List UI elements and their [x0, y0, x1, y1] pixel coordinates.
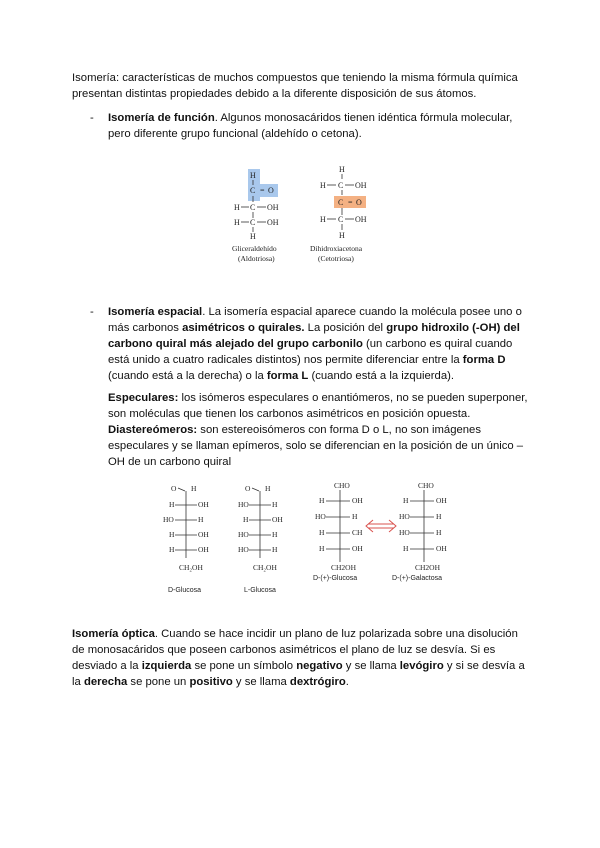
- espacial-text-3: (un carbono es quiral cuando está unido a cuatro radicales distintos) nos permite diferenciar entre la: [108, 338, 513, 366]
- dpgal-oh2: OH: [436, 496, 447, 505]
- dglu-h-top: H: [191, 484, 197, 493]
- dglu-h4: H: [169, 530, 175, 539]
- dpglu-ch2oh: CH2OH: [331, 563, 357, 572]
- intro-paragraph: Isomería: características de muchos compuestos que teniendo la misma fórmula química presentan distintas propiedades debido a la diferente disposición de sus átomos.: [72, 72, 518, 100]
- dpgal-h4: H: [436, 528, 442, 537]
- optica-paragraph: [72, 626, 532, 690]
- dglu-oh5: OH: [198, 545, 209, 554]
- optica-bold-4: derecha: [83, 676, 128, 688]
- d-plus-galactosa-label: D-(+)-Galactosa: [392, 575, 442, 582]
- dpgal-ch2oh: CH2OH: [415, 563, 441, 572]
- dglu-ho3: HO: [163, 515, 174, 524]
- d-glucosa-label: D-Glucosa: [168, 587, 202, 594]
- espacial-text-4: (cuando está a la derecha) o la: [108, 370, 267, 382]
- dglu-o: O: [171, 484, 177, 493]
- gly-oh3: OH: [267, 218, 279, 227]
- gly-h3: H: [234, 218, 240, 227]
- dpglu-ho3: HO: [315, 512, 326, 521]
- lglu-h2: H: [272, 500, 278, 509]
- dpgal-h3: H: [436, 512, 442, 521]
- dihidroxiacetona-name: Dihidroxiacetona: [310, 244, 363, 253]
- dha-c1: C: [338, 181, 344, 190]
- dha-dbl: =: [348, 198, 353, 207]
- dpgal-h5: H: [403, 544, 409, 553]
- gly-h-top: H: [250, 171, 256, 180]
- gly-h-bottom: H: [250, 232, 256, 241]
- l-glucosa-structure: [238, 484, 283, 572]
- optica-title: Isomería óptica: [72, 628, 155, 640]
- lglu-h3: H: [243, 515, 249, 524]
- dha-o: O: [356, 198, 362, 207]
- dha-c3: C: [338, 215, 344, 224]
- dha-h-bottom: H: [339, 231, 345, 240]
- double-arrow-icon: [366, 520, 396, 532]
- gly-c2: C: [250, 203, 256, 212]
- dpgal-ho4: HO: [399, 528, 410, 537]
- fischer-projections-figure: [0, 478, 600, 608]
- funcion-text: . Algunos monosacáridos tienen idéntica fórmula molecular, pero diferente grupo funcional (aldehído o cetona).: [108, 112, 513, 140]
- d-plus-glucosa-label: D-(+)-Glucosa: [313, 575, 358, 582]
- lglu-h-top: H: [265, 484, 271, 493]
- d-glucosa-structure: [163, 484, 209, 572]
- dha-oh1: OH: [355, 181, 367, 190]
- diastereomeros-title: Diastereómeros:: [108, 424, 198, 436]
- gly-c3: C: [250, 218, 256, 227]
- optica-bold-2: negativo: [296, 660, 343, 672]
- dha-c2: C: [338, 198, 344, 207]
- lglu-oh3: OH: [272, 515, 283, 524]
- dpgal-oh5: OH: [436, 544, 447, 553]
- optica-text-1: . Cuando se hace incidir un plano de luz polarizada sobre una disolución de monosacáridos que poseen carbonos asimétricos el plano de luz se desvía. Si es desviado a la: [72, 628, 518, 672]
- espacial-bold-4: forma L: [266, 370, 309, 382]
- espacial-title: Isomería espacial: [108, 306, 203, 318]
- optica-text-4: y si se desvía a la: [72, 660, 525, 688]
- espacial-paragraph: [108, 304, 528, 384]
- dpglu-oh4: CH: [352, 528, 363, 537]
- dglu-h3: H: [198, 515, 204, 524]
- optica-text-5: se pone un: [127, 676, 190, 688]
- optica-text-3: y se llama: [342, 660, 400, 672]
- gly-c1: C: [250, 186, 256, 195]
- funcion-paragraph: [108, 110, 528, 142]
- lglu-ch2oh: CH₂OH: [253, 563, 277, 572]
- espacial-bold-1: asimétricos o quirales.: [182, 322, 305, 334]
- dha-h3: H: [320, 215, 326, 224]
- gliceraldehido-type: (Aldotriosa): [238, 254, 275, 263]
- dpglu-cho: CHO: [334, 481, 350, 490]
- gly-oh2: OH: [267, 203, 279, 212]
- dpglu-oh5: OH: [352, 544, 363, 553]
- espacial-bold-3: forma D: [462, 354, 506, 366]
- dglu-h5: H: [169, 545, 175, 554]
- lglu-h5: H: [272, 545, 278, 554]
- dpglu-oh2: OH: [352, 496, 363, 505]
- lglu-ho4: HO: [238, 530, 249, 539]
- l-glucosa-label: L-Glucosa: [244, 587, 276, 594]
- dglu-oh4: OH: [198, 530, 209, 539]
- especulares-text: los isómeros especulares o enantiómeros, no se pueden superponer, son moléculas que tienen los carbonos asimétricos en posición opuesta.: [108, 392, 528, 420]
- dpgal-cho: CHO: [418, 481, 434, 490]
- dglu-ch2oh: CH₂OH: [179, 563, 203, 572]
- triose-structures-figure: [0, 160, 600, 280]
- espacial-text-5: (cuando está a la izquierda).: [308, 370, 455, 382]
- dpgal-ho3: HO: [399, 512, 410, 521]
- optica-bold-5: positivo: [189, 676, 233, 688]
- gly-dbl: =: [260, 186, 265, 195]
- optica-bold-6: dextrógiro: [289, 676, 346, 688]
- funcion-title: Isomería de función: [108, 112, 215, 124]
- bullet-dash: -: [90, 112, 94, 124]
- optica-bold-1: izquierda: [141, 660, 192, 672]
- lglu-o: O: [245, 484, 251, 493]
- dglu-h2: H: [169, 500, 175, 509]
- dha-h1: H: [320, 181, 326, 190]
- lglu-ho2: HO: [238, 500, 249, 509]
- dha-oh3: OH: [355, 215, 367, 224]
- lglu-ho5: HO: [238, 545, 249, 554]
- gly-h2: H: [234, 203, 240, 212]
- gly-o: O: [268, 186, 274, 195]
- d-plus-galactosa-structure: [399, 481, 447, 572]
- lglu-h4: H: [272, 530, 278, 539]
- dpglu-h2: H: [319, 496, 325, 505]
- dpglu-h4: H: [319, 528, 325, 537]
- espacial-text-2: La posición del: [304, 322, 387, 334]
- espacial-text-1: . La isomería espacial aparece cuando la molécula posee uno o más carbonos: [108, 306, 522, 334]
- dihidroxiacetona-type: (Cetotriosa): [318, 254, 354, 263]
- dpgal-h2: H: [403, 496, 409, 505]
- dha-h-top: H: [339, 165, 345, 174]
- gliceraldehido-name: Gliceraldehído: [232, 244, 277, 253]
- especulares-paragraph: [108, 390, 530, 470]
- optica-bold-3: levógiro: [399, 660, 444, 672]
- dpglu-h3: H: [352, 512, 358, 521]
- espacial-bold-2: grupo hidroxilo (-OH) del carbono quiral más alejado del grupo carbonilo: [108, 322, 520, 350]
- dglu-oh2: OH: [198, 500, 209, 509]
- optica-text-6: y se llama: [232, 676, 290, 688]
- bullet-dash: -: [90, 306, 94, 318]
- optica-text-2: se pone un símbolo: [191, 660, 297, 672]
- diastereomeros-text: son estereoisómeros con forma D o L, no son imágenes especulares y se llaman epímeros, solo se diferencian en la posición de un único –OH de un carbono quiral: [108, 424, 524, 468]
- optica-text-7: .: [345, 676, 349, 688]
- d-plus-glucosa-structure: [315, 481, 363, 572]
- dpglu-h5: H: [319, 544, 325, 553]
- especulares-title: Especulares:: [108, 392, 179, 404]
